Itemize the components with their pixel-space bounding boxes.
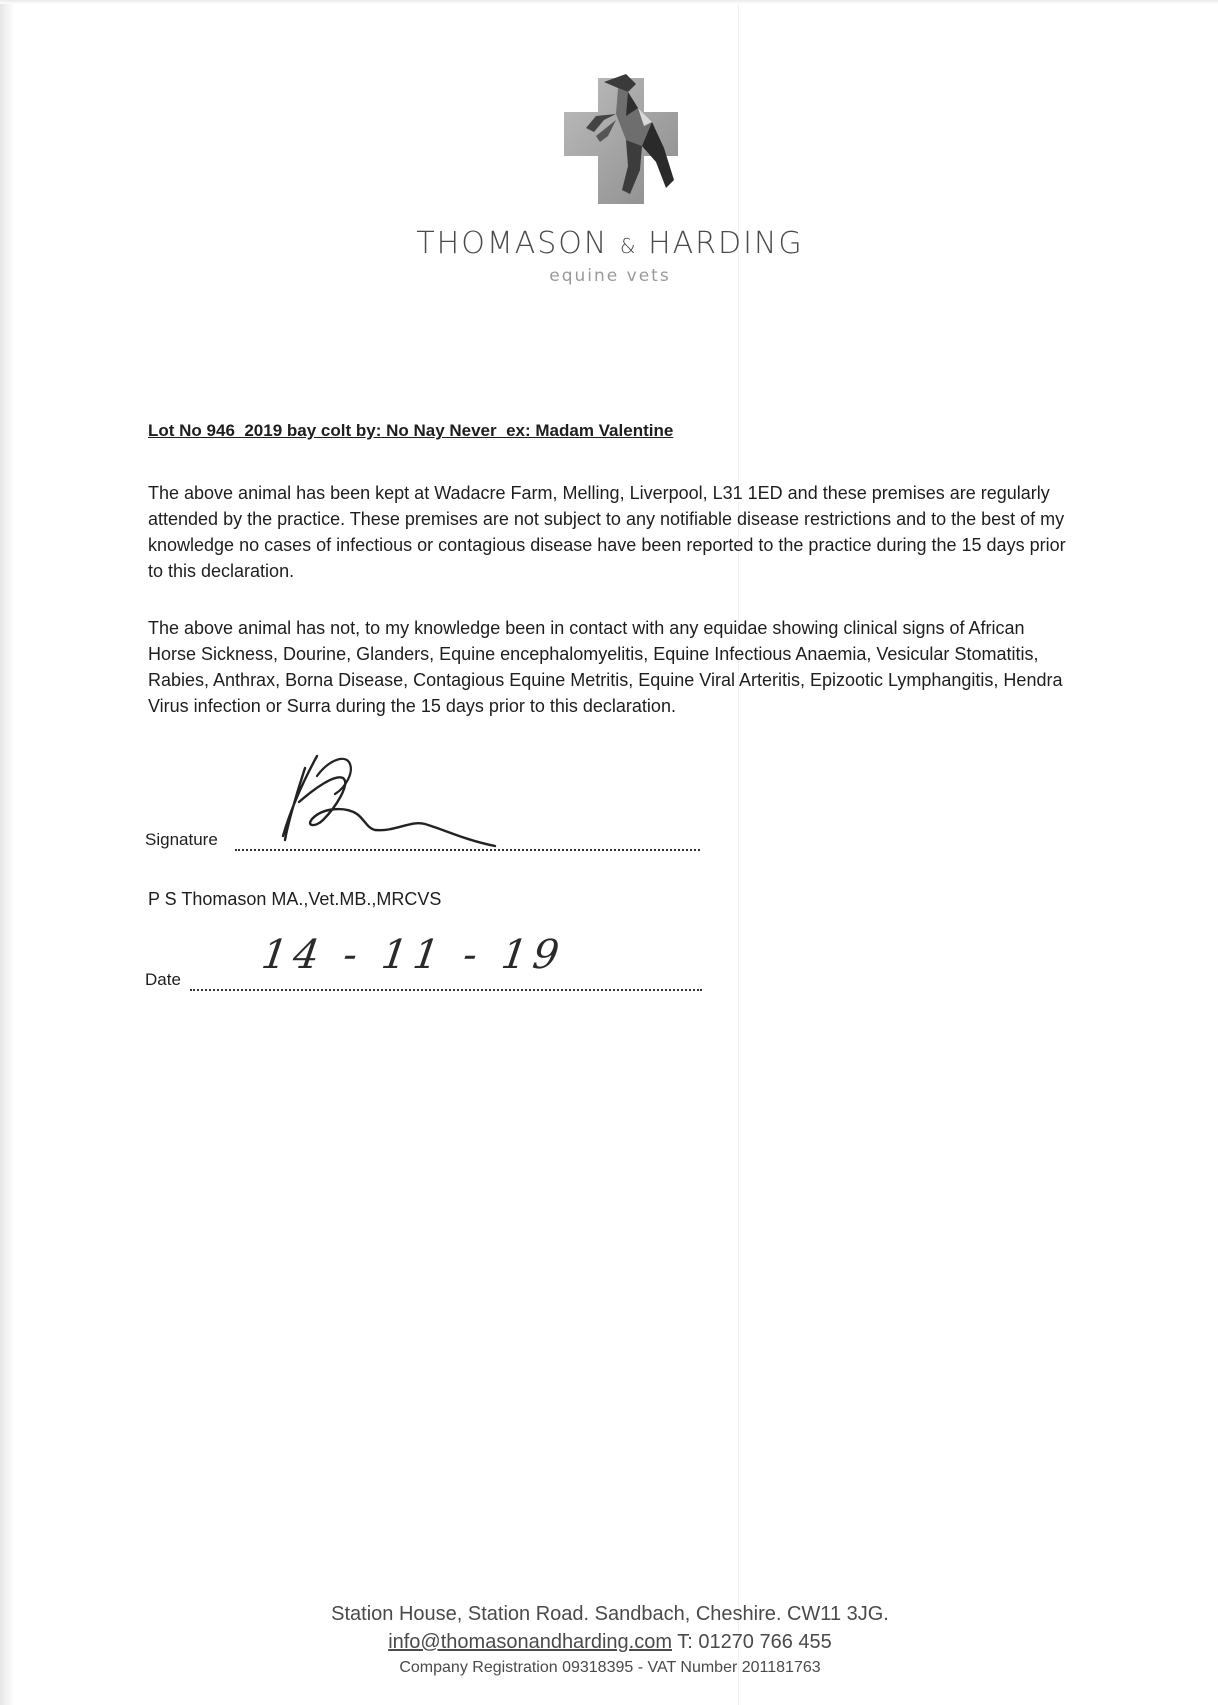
handwritten-date: 14 - 11 - 19 xyxy=(258,932,568,978)
page-edge-shadow xyxy=(0,0,14,1705)
signature-label: Signature xyxy=(145,830,218,849)
brand-name-part1: THOMASON xyxy=(416,226,609,261)
premises-declaration-paragraph: The above animal has been kept at Wadacre Farm, Melling, Liverpool, L31 1ED and these premises are regularly attended by the practice. These premises are not subject to any notifiable disease restrictions and to the best of my knowledge no cases of infectious or contagious disease have been reported to the practice during the 15 days prior to this declaration. xyxy=(148,483,1066,581)
footer-registration: Company Registration 09318395 - VAT Number 201181763 xyxy=(399,1659,821,1676)
footer-email-link[interactable]: info@thomasonandharding.com xyxy=(388,1631,672,1653)
brand-subtitle: equine vets xyxy=(549,266,671,286)
date-label: Date xyxy=(145,970,181,989)
lot-heading: Lot No 946 2019 bay colt by: No Nay Never ex: Madam Valentine xyxy=(148,421,674,440)
brand-name xyxy=(380,226,840,261)
brand-name-part2: HARDING xyxy=(648,226,804,261)
footer-contact xyxy=(270,1631,950,1654)
horse-cross-logo-icon xyxy=(556,70,686,210)
signatory-name: P S Thomason MA.,Vet.MB.,MRCVS xyxy=(148,889,442,909)
page-top-shadow xyxy=(0,0,1218,4)
brand-ampersand: & xyxy=(619,234,637,258)
date-dotted-line xyxy=(190,989,702,991)
disease-contact-paragraph: The above animal has not, to my knowledge been in contact with any equidae showing clinical signs of African Horse Sickness, Dourine, Glanders, Equine encephalomyelitis, Equine Infectious Anaemia, Vesicular Stomatitis, Rabies, Anthrax, Borna Disease, Contagious Equine Metritis, Equine Viral Arteritis, Epizootic Lymphangitis, Hendra Virus infection or Surra during the 15 days prior to this declaration. xyxy=(148,618,1063,716)
handwritten-signature xyxy=(265,748,535,853)
footer-phone: T: 01270 766 455 xyxy=(677,1631,832,1653)
footer-address: Station House, Station Road. Sandbach, Cheshire. CW11 3JG. xyxy=(331,1603,889,1625)
